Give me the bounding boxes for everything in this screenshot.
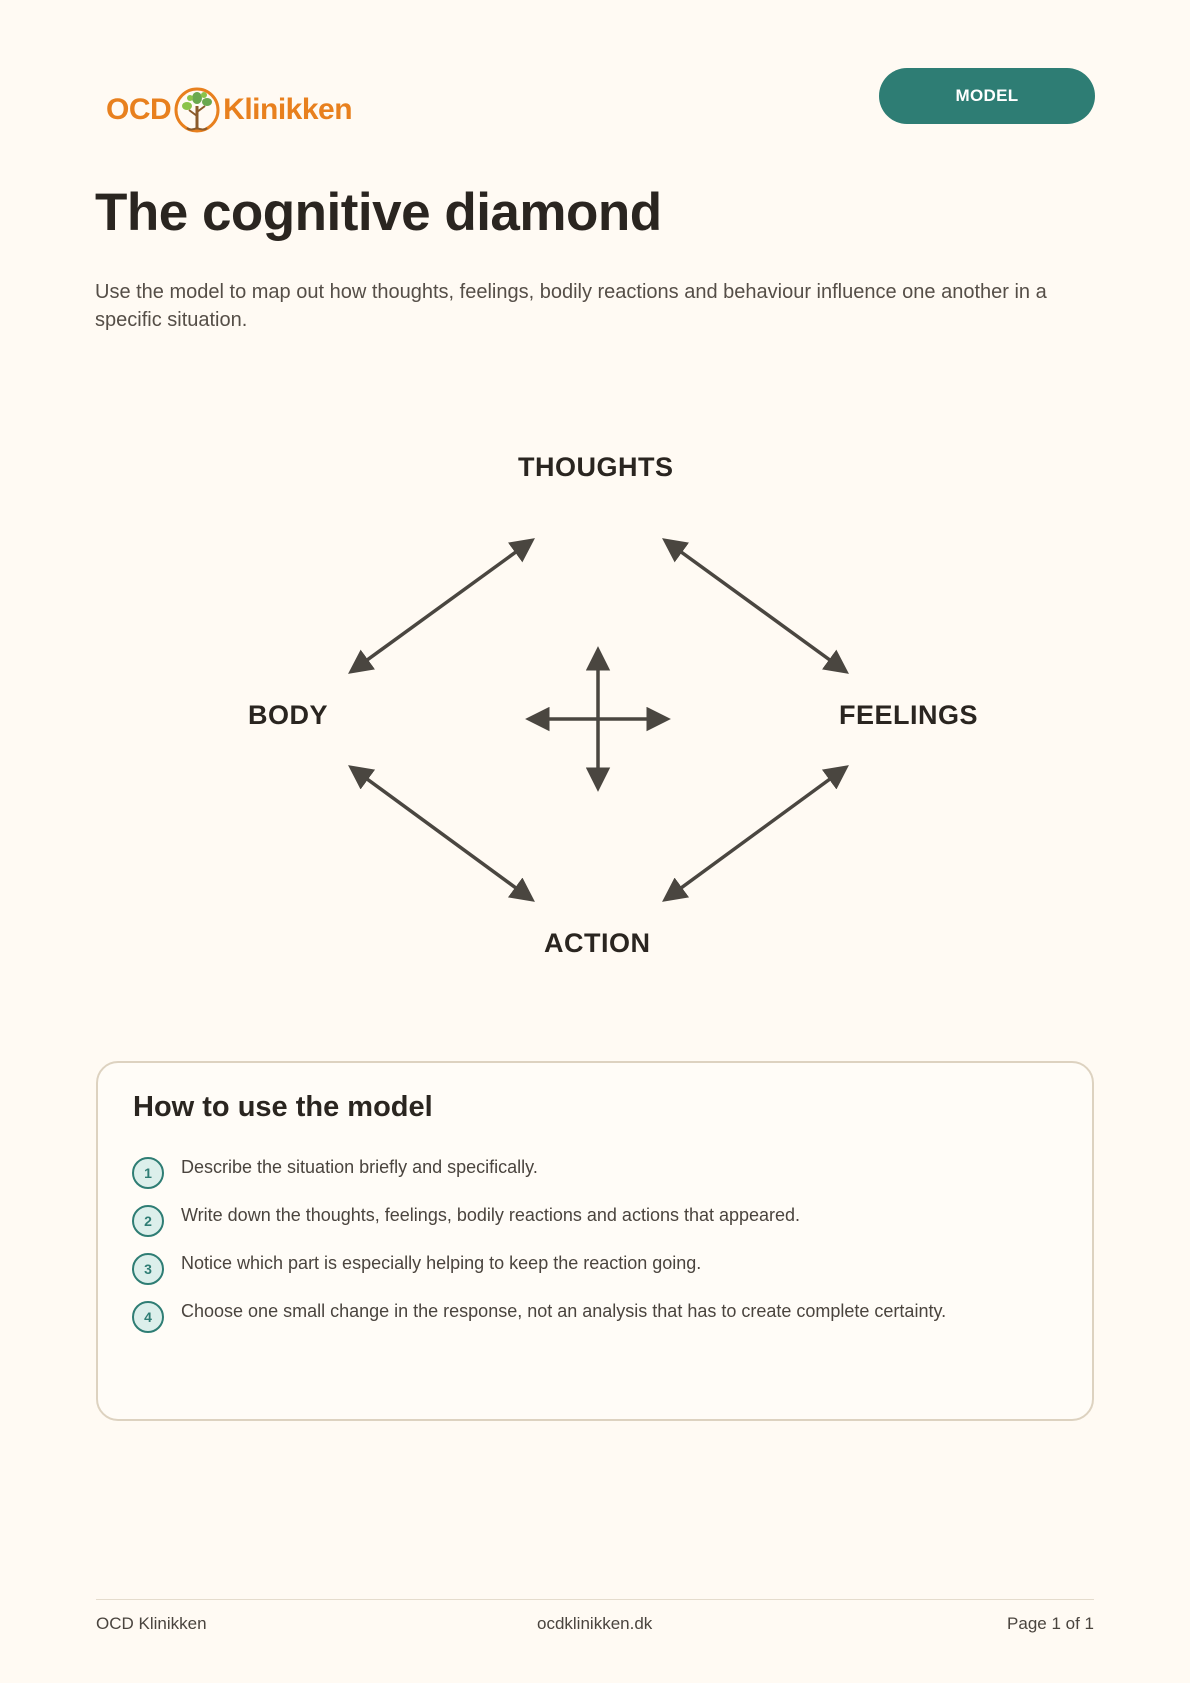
how-to-heading: How to use the model	[133, 1091, 433, 1123]
step-number: 4	[132, 1301, 164, 1333]
step-text: Describe the situation briefly and specifically.	[181, 1157, 538, 1177]
page-title: The cognitive diamond	[95, 183, 662, 242]
node-feelings: FEELINGS	[839, 700, 979, 730]
tree-icon	[173, 84, 221, 136]
steps-list	[132, 1155, 946, 1347]
step-number: 2	[132, 1205, 164, 1237]
footer-website-link[interactable]: ocdklinikken.dk	[537, 1614, 653, 1633]
arrow-action-feelings	[666, 768, 845, 899]
list-item	[132, 1203, 946, 1251]
arrow-body-action	[352, 768, 531, 899]
list-item	[132, 1155, 946, 1203]
model-badge: MODEL	[879, 68, 1095, 124]
step-text: Notice which part is especially helping to keep the reaction going.	[181, 1253, 702, 1273]
step-text: Write down the thoughts, feelings, bodily reactions and actions that appeared.	[181, 1205, 801, 1225]
node-action: ACTION	[544, 928, 651, 958]
list-item	[132, 1251, 946, 1299]
how-to-card	[96, 1061, 1094, 1421]
logo-name: Klinikken	[223, 93, 353, 126]
step-number: 1	[132, 1157, 164, 1189]
node-thoughts: THOUGHTS	[518, 452, 674, 482]
intro-text: Use the model to map out how thoughts, feelings, bodily reactions and behaviour influence one another in a specific situation.	[95, 281, 1047, 331]
footer-divider	[96, 1599, 1094, 1600]
arrow-body-thoughts	[352, 541, 531, 671]
list-item	[132, 1299, 946, 1347]
footer-org: OCD Klinikken	[96, 1614, 207, 1633]
logo[interactable]	[106, 84, 352, 136]
logo-prefix: OCD	[106, 93, 172, 126]
cognitive-diamond-diagram	[200, 440, 1000, 980]
step-number: 3	[132, 1253, 164, 1285]
step-text: Choose one small change in the response, not an analysis that has to create complete certainty.	[181, 1301, 947, 1321]
node-body: BODY	[248, 700, 329, 730]
arrow-thoughts-feelings	[666, 541, 845, 671]
footer-page-number: Page 1 of 1	[1007, 1614, 1094, 1633]
